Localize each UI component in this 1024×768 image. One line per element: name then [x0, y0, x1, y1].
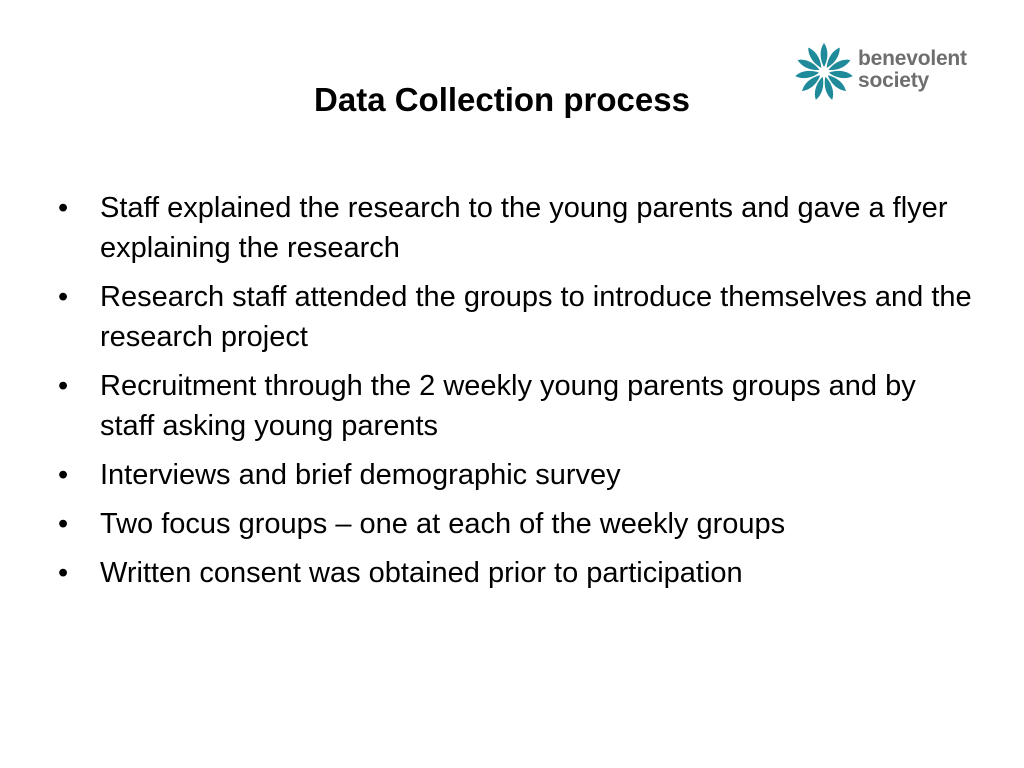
list-item	[56, 504, 976, 544]
bullet-text: Recruitment through the 2 weekly young parents groups and by staff asking young parents	[100, 370, 916, 442]
bullet-text: Research staff attended the groups to introduce themselves and the research project	[100, 281, 972, 353]
list-item	[56, 366, 976, 446]
logo-wordmark	[858, 48, 967, 92]
logo-petal	[821, 43, 828, 67]
list-item	[56, 188, 976, 268]
bullet-text: Staff explained the research to the young parents and gave a flyer explaining the research	[100, 192, 948, 264]
bullet-marker: •	[58, 557, 69, 589]
list-item	[56, 277, 976, 357]
list-item	[56, 455, 976, 495]
slide-title: Data Collection process	[314, 81, 690, 118]
bullet-marker: •	[58, 192, 69, 224]
bullet-list	[56, 188, 976, 602]
bullet-marker: •	[58, 370, 69, 402]
bullet-marker: •	[58, 281, 69, 313]
bullet-text: Two focus groups – one at each of the weekly groups	[100, 508, 786, 540]
logo-line-2: society	[858, 69, 929, 92]
starburst-logo-icon	[792, 40, 856, 104]
bullet-marker: •	[58, 508, 69, 540]
bullet-text: Interviews and brief demographic survey	[100, 459, 621, 491]
bullet-text: Written consent was obtained prior to participation	[100, 557, 743, 589]
benevolent-society-logo	[792, 40, 992, 108]
list-item	[56, 553, 976, 593]
logo-line-1: benevolent	[858, 47, 967, 70]
bullet-marker: •	[58, 459, 69, 491]
